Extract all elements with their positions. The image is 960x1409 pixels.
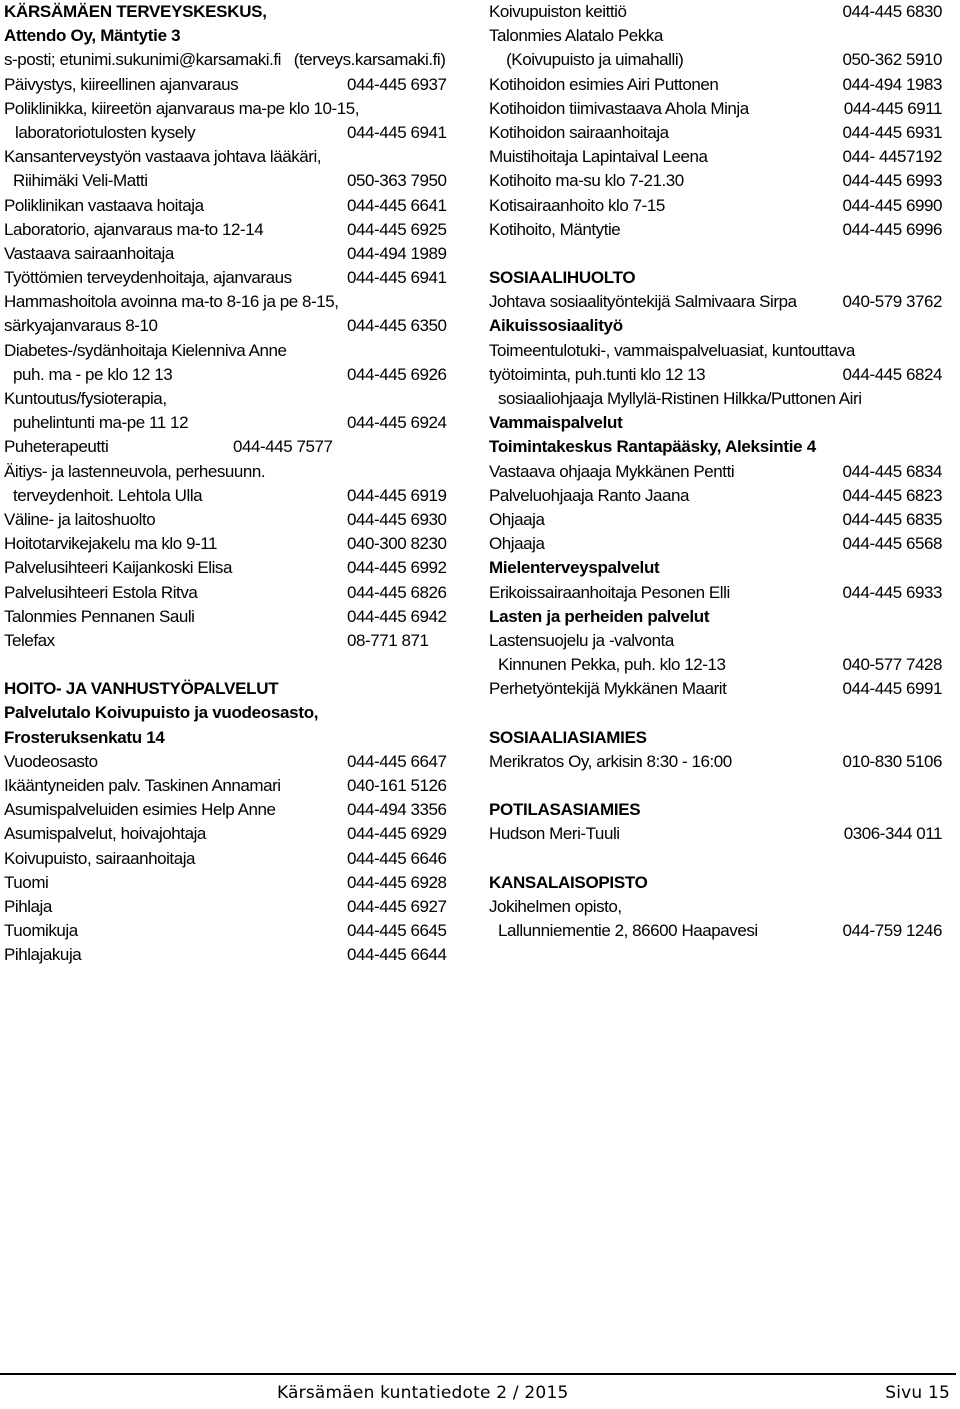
directory-entry: [489, 750, 944, 774]
entry-label: Perhetyöntekijä Mykkänen Maarit: [489, 679, 727, 699]
phone-number: 044-445 6826: [347, 582, 447, 602]
entry-label: Hudson Meri-Tuuli: [489, 824, 620, 844]
entry-label: Kotihoidon tiimivastaava Ahola Minja: [489, 98, 749, 118]
entry-label: puh. ma - pe klo 12 13: [13, 364, 173, 384]
entry-label: Toimintakeskus Rantapääsky, Aleksintie 4: [489, 437, 816, 457]
entry-label: Erikoissairaanhoitaja Pesonen Elli: [489, 582, 730, 602]
phone-number: 044-759 1246: [842, 921, 942, 941]
directory-entry: [489, 822, 944, 846]
section-heading: [489, 798, 944, 822]
phone-number: 044-445 6823: [842, 485, 942, 505]
directory-entry: [4, 121, 474, 145]
left-column: [4, 0, 474, 968]
directory-entry: [4, 435, 474, 459]
directory-entry: [4, 460, 474, 484]
phone-number: 040-300 8230: [347, 534, 447, 554]
directory-entry: [4, 339, 474, 363]
phone-number: 044- 4457192: [842, 147, 942, 167]
phone-number: 044-445 6641: [347, 195, 447, 215]
phone-number: 044-445 6834: [842, 461, 942, 481]
phone-number: 010-830 5106: [842, 751, 942, 771]
page-footer: [0, 1380, 956, 1406]
phone-number: 040-577 7428: [842, 655, 942, 675]
entry-label: (Koivupuisto ja uimahalli): [489, 50, 684, 70]
phone-number: 044-445 6830: [842, 2, 942, 21]
entry-label: Mielenterveyspalvelut: [489, 558, 660, 578]
section-heading: [489, 726, 944, 750]
phone-number: 044-445 6941: [347, 268, 447, 288]
entry-label: Tuomikuja: [4, 921, 78, 941]
directory-entry: [4, 242, 474, 266]
directory-entry: [489, 194, 944, 218]
directory-entry: [4, 145, 474, 169]
phone-number: 044-445 6568: [842, 534, 942, 554]
entry-label: sosiaaliohjaaja Myllylä-Ristinen Hilkka/Puttonen Airi: [498, 389, 862, 408]
entry-label: laboratoriotulosten kysely: [15, 122, 196, 142]
phone-number: 044-445 6924: [347, 413, 447, 433]
entry-label: Jokihelmen opisto,: [489, 896, 622, 916]
directory-entry: [4, 508, 474, 532]
entry-label: SOSIAALIASIAMIES: [489, 727, 647, 747]
directory-entry: [489, 121, 944, 145]
section-heading: [489, 314, 944, 338]
entry-label: puhelintunti ma-pe 11 12: [13, 413, 189, 433]
entry-label: Palvelusihteeri Estola Ritva: [4, 582, 198, 602]
phone-number: 044-445 6835: [842, 509, 942, 529]
spacer: [489, 701, 944, 725]
phone-number: 044-445 6928: [347, 872, 447, 892]
phone-number: 044-445 6931: [842, 122, 942, 142]
directory-entry: [4, 895, 474, 919]
entry-label: Aikuissosiaalityö: [489, 316, 623, 336]
entry-label: Telefax: [4, 630, 55, 650]
phone-number: 044-494 3356: [347, 800, 447, 820]
phone-number: 044-445 6929: [347, 824, 447, 844]
directory-entry: [489, 919, 944, 943]
entry-label: Vastaava ohjaaja Mykkänen Pentti: [489, 461, 735, 481]
entry-label: Äitiys- ja lastenneuvola, perhesuunn.: [4, 461, 266, 481]
directory-entry: [489, 484, 944, 508]
entry-label: Vammaispalvelut: [489, 413, 623, 433]
phone-number: 044-445 6926: [347, 364, 447, 384]
phone-number: 08-771 871: [347, 630, 429, 650]
entry-label: Riihimäki Veli-Matti: [13, 171, 148, 191]
spacer: [489, 774, 944, 798]
phone-number: 0306-344 011: [843, 824, 942, 844]
entry-label: Lallunniementie 2, 86600 Haapavesi: [498, 921, 758, 941]
directory-entry: [4, 484, 474, 508]
entry-label: Poliklinikka, kiireetön ajanvaraus ma-pe klo 10-15,: [4, 98, 360, 118]
directory-entry: [489, 24, 944, 48]
entry-label: Kuntoutus/fysioterapia,: [4, 389, 167, 408]
directory-entry: [4, 629, 474, 653]
entry-label: Palvelusihteeri Kaijankoski Elisa: [4, 558, 232, 578]
entry-label: Kinnunen Pekka, puh. klo 12-13: [498, 655, 726, 675]
directory-entry: [4, 605, 474, 629]
entry-label: Diabetes-/sydänhoitaja Kielenniva Anne: [4, 340, 287, 360]
entry-label: Poliklinikan vastaava hoitaja: [4, 195, 204, 215]
phone-number: 044-445 6644: [347, 945, 447, 965]
directory-entry: [4, 822, 474, 846]
directory-entry: [4, 411, 474, 435]
phone-number: 044-445 6990: [842, 195, 942, 215]
directory-entry: [4, 532, 474, 556]
entry-label: Väline- ja laitoshuolto: [4, 509, 156, 529]
entry-label: Koivupuiston keittiö: [489, 2, 627, 21]
phone-number: 044-494 1983: [842, 74, 942, 94]
entry-label: KANSALAISOPISTO: [489, 872, 648, 892]
section-heading: [489, 871, 944, 895]
directory-entry: [489, 169, 944, 193]
directory-entry: [489, 73, 944, 97]
directory-entry: [4, 581, 474, 605]
spacer: [489, 242, 944, 266]
entry-label: Talonmies Alatalo Pekka: [489, 26, 663, 46]
entry-label: SOSIAALIHUOLTO: [489, 268, 636, 288]
directory-entry: [4, 290, 474, 314]
entry-label: Vastaava sairaanhoitaja: [4, 243, 174, 263]
entry-label: Lastensuojelu ja -valvonta: [489, 630, 674, 650]
directory-entry: [4, 387, 474, 411]
section-heading: [489, 411, 944, 435]
directory-entry: [489, 581, 944, 605]
spacer: [489, 847, 944, 871]
entry-label: Ohjaaja: [489, 534, 545, 554]
entry-label: Kotihoito, Mäntytie: [489, 219, 621, 239]
entry-label: Toimeentulotuki-, vammaispalveluasiat, kuntouttava: [489, 340, 855, 360]
directory-entry: [489, 218, 944, 242]
phone-number: 044-445 6824: [842, 364, 942, 384]
entry-label: KÄRSÄMÄEN TERVEYSKESKUS,: [4, 2, 267, 21]
entry-label: s-posti; etunimi.sukunimi@karsamaki.fi (terveys.karsamaki.fi): [4, 50, 446, 70]
directory-entry: [4, 556, 474, 580]
directory-entry: [4, 314, 474, 338]
phone-number: 044-445 6991: [842, 679, 942, 699]
entry-label: Asumispalvelut, hoivajohtaja: [4, 824, 206, 844]
section-heading: [4, 677, 474, 701]
entry-label: Ohjaaja: [489, 509, 545, 529]
entry-label: työtoiminta, puh.tunti klo 12 13: [489, 364, 706, 384]
phone-number: 044-445 6350: [347, 316, 447, 336]
entry-label: Talonmies Pennanen Sauli: [4, 606, 195, 626]
section-heading: [4, 726, 474, 750]
phone-number: 044-445 6996: [842, 219, 942, 239]
directory-entry: [489, 145, 944, 169]
directory-entry: [4, 943, 474, 967]
phone-number: 044-445 6992: [347, 558, 447, 578]
entry-label: Tuomi: [4, 872, 49, 892]
directory-entry: [489, 0, 944, 24]
entry-label: Hammashoitola avoinna ma-to 8-16 ja pe 8-15,: [4, 292, 339, 312]
phone-number: 050-362 5910: [842, 50, 942, 70]
directory-entry: [4, 798, 474, 822]
phone-number: 044-445 6919: [347, 485, 447, 505]
directory-entry: [4, 194, 474, 218]
directory-entry: [489, 97, 944, 121]
entry-label: Asumispalveluiden esimies Help Anne: [4, 800, 276, 820]
footer-title: Kärsämäen kuntatiedote 2 / 2015: [277, 1383, 569, 1403]
phone-number: 044-445 6930: [347, 509, 447, 529]
phone-number: 040-579 3762: [842, 292, 942, 312]
entry-label: Vuodeosasto: [4, 751, 98, 771]
entry-label: Merikratos Oy, arkisin 8:30 - 16:00: [489, 751, 732, 771]
entry-label: Puheterapeutti: [4, 437, 109, 457]
directory-entry: [489, 387, 944, 411]
directory-entry: [4, 266, 474, 290]
phone-number: 044-445 6927: [347, 896, 447, 916]
directory-entry: [489, 532, 944, 556]
directory-entry: [4, 847, 474, 871]
directory-entry: [4, 218, 474, 242]
entry-label: Muistihoitaja Lapintaival Leena: [489, 147, 708, 167]
directory-entry: [4, 48, 474, 72]
entry-label: Kansanterveystyön vastaava johtava lääkäri,: [4, 147, 322, 167]
phone-number: 044-445 6942: [347, 606, 447, 626]
phone-number: 044-445 6646: [347, 848, 447, 868]
directory-entry: [4, 871, 474, 895]
entry-label: Laboratorio, ajanvaraus ma-to 12-14: [4, 219, 264, 239]
phone-number: 044-445 6925: [347, 219, 447, 239]
entry-label: Attendo Oy, Mäntytie 3: [4, 26, 181, 46]
phone-number: 044-445 6941: [347, 122, 447, 142]
directory-entry: [489, 363, 944, 387]
directory-entry: [489, 48, 944, 72]
entry-label: HOITO- JA VANHUSTYÖPALVELUT: [4, 679, 279, 699]
phone-number: 044-445 6937: [347, 74, 447, 94]
entry-label: Kotihoidon esimies Airi Puttonen: [489, 74, 719, 94]
entry-label: Pihlaja: [4, 896, 52, 916]
directory-entry: [4, 73, 474, 97]
page-number: Sivu 15: [885, 1383, 950, 1403]
entry-label: Työttömien terveydenhoitaja, ajanvaraus: [4, 268, 292, 288]
entry-label: Hoitotarvikejakelu ma klo 9-11: [4, 534, 217, 554]
entry-label: Kotisairaanhoito klo 7-15: [489, 195, 665, 215]
footer-divider: [0, 1373, 956, 1375]
directory-entry: [489, 508, 944, 532]
entry-label: Ikääntyneiden palv. Taskinen Annamari: [4, 776, 281, 795]
directory-entry: [489, 290, 944, 314]
phone-number: 040-161 5126: [347, 776, 447, 795]
section-heading: [4, 701, 474, 725]
directory-entry: [489, 677, 944, 701]
phone-number: 044-445 6647: [347, 751, 447, 771]
entry-label: Palvelutalo Koivupuisto ja vuodeosasto,: [4, 703, 319, 723]
phone-number: 044-445 6993: [842, 171, 942, 191]
section-heading: [4, 24, 474, 48]
phone-number: 044-494 1989: [347, 243, 447, 263]
directory-entry: [489, 653, 944, 677]
entry-label: Päivystys, kiireellinen ajanvaraus: [4, 74, 239, 94]
section-heading: [489, 605, 944, 629]
directory-entry: [4, 169, 474, 193]
directory-entry: [4, 774, 474, 798]
phone-number: 044-445 6933: [842, 582, 942, 602]
entry-label: Kotihoidon sairaanhoitaja: [489, 122, 669, 142]
entry-label: Kotihoito ma-su klo 7-21.30: [489, 171, 684, 191]
phone-number: 044-445 6911: [843, 98, 942, 118]
section-heading: [4, 0, 474, 24]
directory-entry: [489, 339, 944, 363]
section-heading: [489, 266, 944, 290]
entry-label: särkyajanvaraus 8-10: [4, 316, 158, 336]
entry-label: Frosteruksenkatu 14: [4, 727, 165, 747]
directory-entry: [489, 895, 944, 919]
right-column: [489, 0, 944, 943]
phone-number: 044-445 7577: [233, 437, 333, 457]
directory-entry: [4, 97, 474, 121]
spacer: [4, 653, 474, 677]
directory-entry: [489, 629, 944, 653]
entry-label: Johtava sosiaalityöntekijä Salmivaara Sirpa: [489, 292, 797, 312]
section-heading: [489, 556, 944, 580]
entry-label: terveydenhoit. Lehtola Ulla: [13, 485, 203, 505]
entry-label: Palveluohjaaja Ranto Jaana: [489, 485, 690, 505]
entry-label: Lasten ja perheiden palvelut: [489, 606, 710, 626]
entry-label: POTILASASIAMIES: [489, 800, 641, 820]
directory-entry: [4, 750, 474, 774]
directory-entry: [489, 460, 944, 484]
entry-label: Koivupuisto, sairaanhoitaja: [4, 848, 196, 868]
entry-label: Pihlajakuja: [4, 945, 82, 965]
phone-number: 044-445 6645: [347, 921, 447, 941]
phone-number: 050-363 7950: [347, 171, 447, 191]
directory-entry: [4, 363, 474, 387]
section-heading: [489, 435, 944, 459]
directory-entry: [4, 919, 474, 943]
